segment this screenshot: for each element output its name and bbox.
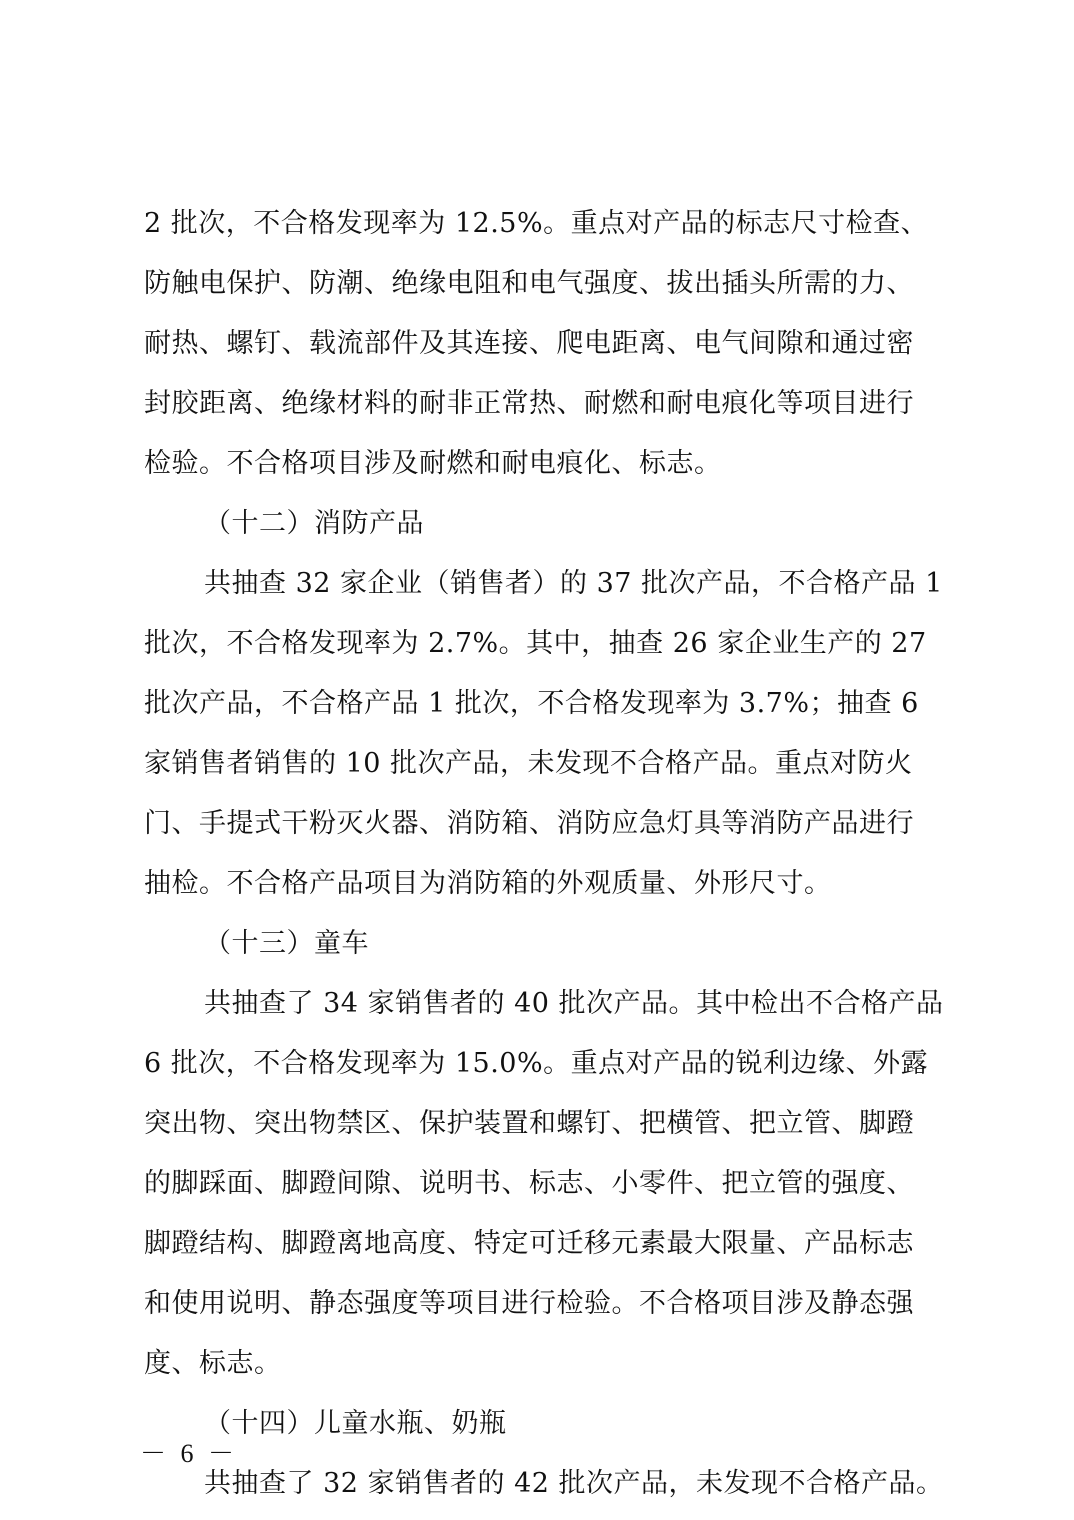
paragraph-line: 家销售者销售的 10 批次产品，未发现不合格产品。重点对防火	[144, 748, 913, 779]
paragraph-line: 和使用说明、静态强度等项目进行检验。不合格项目涉及静态强	[144, 1288, 914, 1319]
section-heading-14: （十四）儿童水瓶、奶瓶	[204, 1408, 507, 1439]
section-heading-12: （十二）消防产品	[204, 508, 424, 539]
paragraph-line: 6 批次，不合格发现率为 15.0%。重点对产品的锐利边缘、外露	[144, 1048, 929, 1079]
body-text	[144, 194, 944, 1514]
paragraph-line: 耐热、螺钉、载流部件及其连接、爬电距离、电气间隙和通过密	[144, 328, 914, 359]
paragraph-line: 批次，不合格发现率为 2.7%。其中，抽查 26 家企业生产的 27	[144, 628, 927, 659]
paragraph-line: 防触电保护、防潮、绝缘电阻和电气强度、拔出插头所需的力、	[144, 268, 914, 299]
paragraph-line: 批次产品，不合格产品 1 批次，不合格发现率为 3.7%；抽查 6	[144, 688, 919, 719]
paragraph-line: 门、手提式干粉灭火器、消防箱、消防应急灯具等消防产品进行	[144, 808, 914, 839]
paragraph-line: 脚蹬结构、脚蹬离地高度、特定可迁移元素最大限量、产品标志	[144, 1228, 914, 1259]
paragraph-line: 抽检。不合格产品项目为消防箱的外观质量、外形尺寸。	[144, 868, 832, 899]
paragraph-line: 共抽查 32 家企业（销售者）的 37 批次产品，不合格产品 1	[204, 568, 943, 599]
section-heading-13: （十三）童车	[204, 928, 369, 959]
paragraph-line: 检验。不合格项目涉及耐燃和耐电痕化、标志。	[144, 448, 722, 479]
paragraph-line: 封胶距离、绝缘材料的耐非正常热、耐燃和耐电痕化等项目进行	[144, 388, 914, 419]
paragraph-line: 2 批次，不合格发现率为 12.5%。重点对产品的标志尺寸检查、	[144, 208, 929, 239]
paragraph-line: 共抽查了 34 家销售者的 40 批次产品。其中检出不合格产品	[204, 988, 944, 1019]
paragraph-line: 度、标志。	[144, 1348, 282, 1379]
paragraph-line: 共抽查了 32 家销售者的 42 批次产品，未发现不合格产品。	[204, 1468, 944, 1499]
page-number: － 6 －	[140, 1439, 239, 1468]
paragraph-line: 的脚踩面、脚蹬间隙、说明书、标志、小零件、把立管的强度、	[144, 1168, 914, 1199]
paragraph-line: 突出物、突出物禁区、保护装置和螺钉、把横管、把立管、脚蹬	[144, 1108, 914, 1139]
